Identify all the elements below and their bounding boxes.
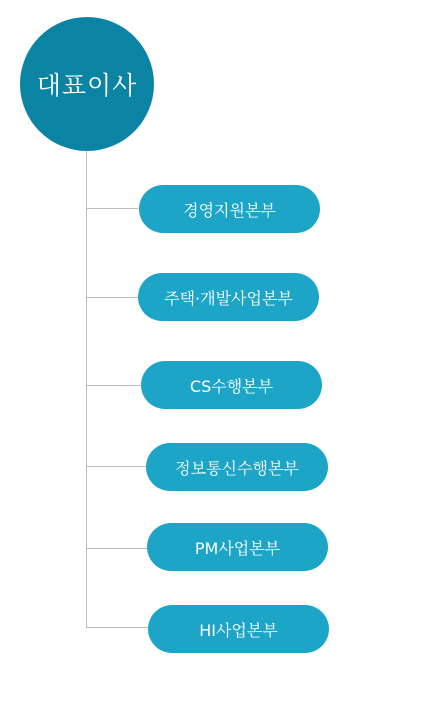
branch-line-3	[86, 385, 141, 386]
dept-label: 경영지원본부	[183, 200, 276, 220]
dept-pm-business	[147, 523, 328, 571]
ceo-node	[20, 17, 154, 151]
branch-line-5	[86, 548, 147, 549]
dept-hi-business	[148, 605, 329, 653]
dept-housing-development	[138, 273, 319, 321]
dept-cs-execution	[141, 361, 322, 409]
dept-label: PM사업본부	[194, 538, 281, 558]
dept-label: 정보통신수행본부	[175, 458, 299, 478]
branch-line-4	[86, 466, 146, 467]
dept-label: HI사업본부	[199, 620, 278, 640]
branch-line-2	[86, 297, 138, 298]
dept-ict-execution	[146, 443, 328, 491]
branch-line-1	[86, 208, 138, 209]
org-trunk-line	[86, 151, 87, 627]
ceo-label: 대표이사	[36, 71, 138, 100]
dept-label: 주택·개발사업본부	[164, 288, 293, 308]
branch-line-6	[86, 627, 148, 628]
dept-management-support	[139, 185, 320, 233]
dept-label: CS수행본부	[189, 376, 274, 396]
